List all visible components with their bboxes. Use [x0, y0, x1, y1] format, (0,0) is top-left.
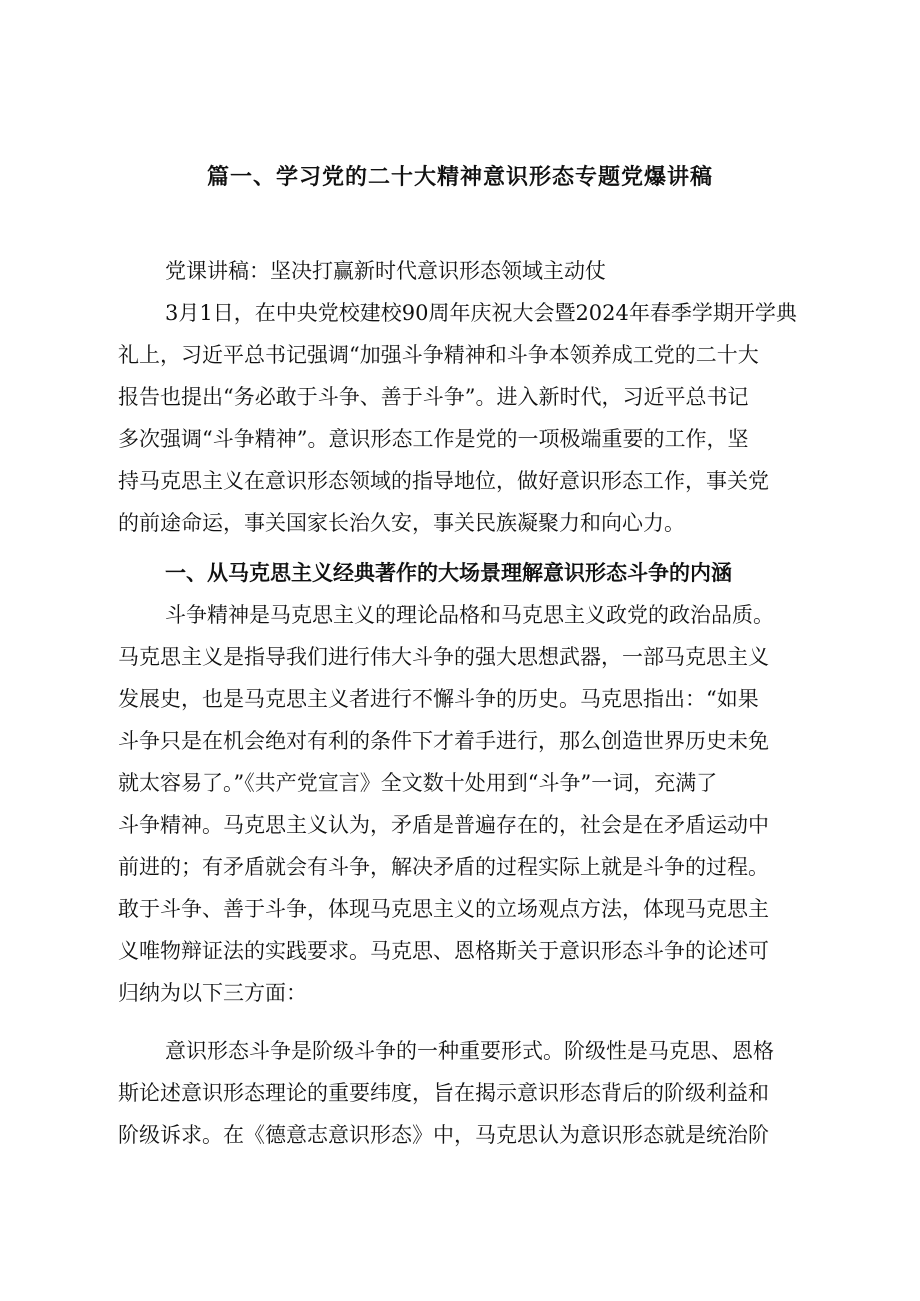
paragraph-line: 敢于斗争、善于斗争，体现马克思主义的立场观点方法，体现马克思主	[118, 897, 769, 921]
paragraph-line: 马克思主义是指导我们进行伟大斗争的强大思想武器，一部马克思主义	[118, 645, 769, 669]
paragraph-line: 多次强调“斗争精神”。意识形态工作是党的一项极端重要的工作，坚	[118, 427, 749, 451]
paragraph-line: 礼上，习近平总书记强调“加强斗争精神和斗争本领养成工党的二十大	[118, 343, 759, 367]
paragraph-line: 归纳为以下三方面：	[118, 981, 307, 1005]
paragraph-line: 斗争精神是马克思主义的理论品格和马克思主义政党的政治品质。	[165, 603, 774, 627]
paragraph-line: 斗争只是在机会绝对有利的条件下才着手进行，那么创造世界历史未免	[118, 729, 769, 753]
document-title: 篇一、学习党的二十大精神意识形态专题党爆讲稿	[206, 165, 713, 190]
paragraph-line: 就太容易了。”《共产党宣言》全文数十处用到“斗争”一词，充满了	[118, 771, 718, 795]
paragraph-line: 报告也提出“务必敢于斗争、善于斗争”。进入新时代，习近平总书记	[118, 385, 749, 409]
subtitle: 党课讲稿：坚决打赢新时代意识形态领域主动仗	[165, 259, 606, 283]
paragraph-line: 3月1日，在中央党校建校90周年庆祝大会暨2024年春季学期开学典	[165, 301, 797, 325]
paragraph-line: 阶级诉求。在《德意志意识形态》中，马克思认为意识形态就是统治阶	[118, 1123, 769, 1147]
section-heading: 一、从马克思主义经典著作的大场景理解意识形态斗争的内涵	[165, 561, 732, 585]
paragraph-line: 义唯物辩证法的实践要求。马克思、恩格斯关于意识形态斗争的论述可	[118, 939, 769, 963]
paragraph-line: 持马克思主义在意识形态领域的指导地位，做好意识形态工作，事关党	[118, 469, 769, 493]
paragraph-line: 的前途命运，事关国家长治久安，事关民族凝聚力和向心力。	[118, 511, 685, 535]
paragraph-line: 意识形态斗争是阶级斗争的一种重要形式。阶级性是马克思、恩格	[165, 1039, 774, 1063]
paragraph-line: 发展史，也是马克思主义者进行不懈斗争的历史。马克思指出：“如果	[118, 687, 759, 711]
paragraph-line: 斗争精神。马克思主义认为，矛盾是普遍存在的，社会是在矛盾运动中	[118, 813, 769, 837]
paragraph-line: 斯论述意识形态理论的重要纬度，旨在揭示意识形态背后的阶级利益和	[118, 1081, 769, 1105]
paragraph-line: 前进的；有矛盾就会有斗争，解决矛盾的过程实际上就是斗争的过程。	[118, 855, 769, 879]
